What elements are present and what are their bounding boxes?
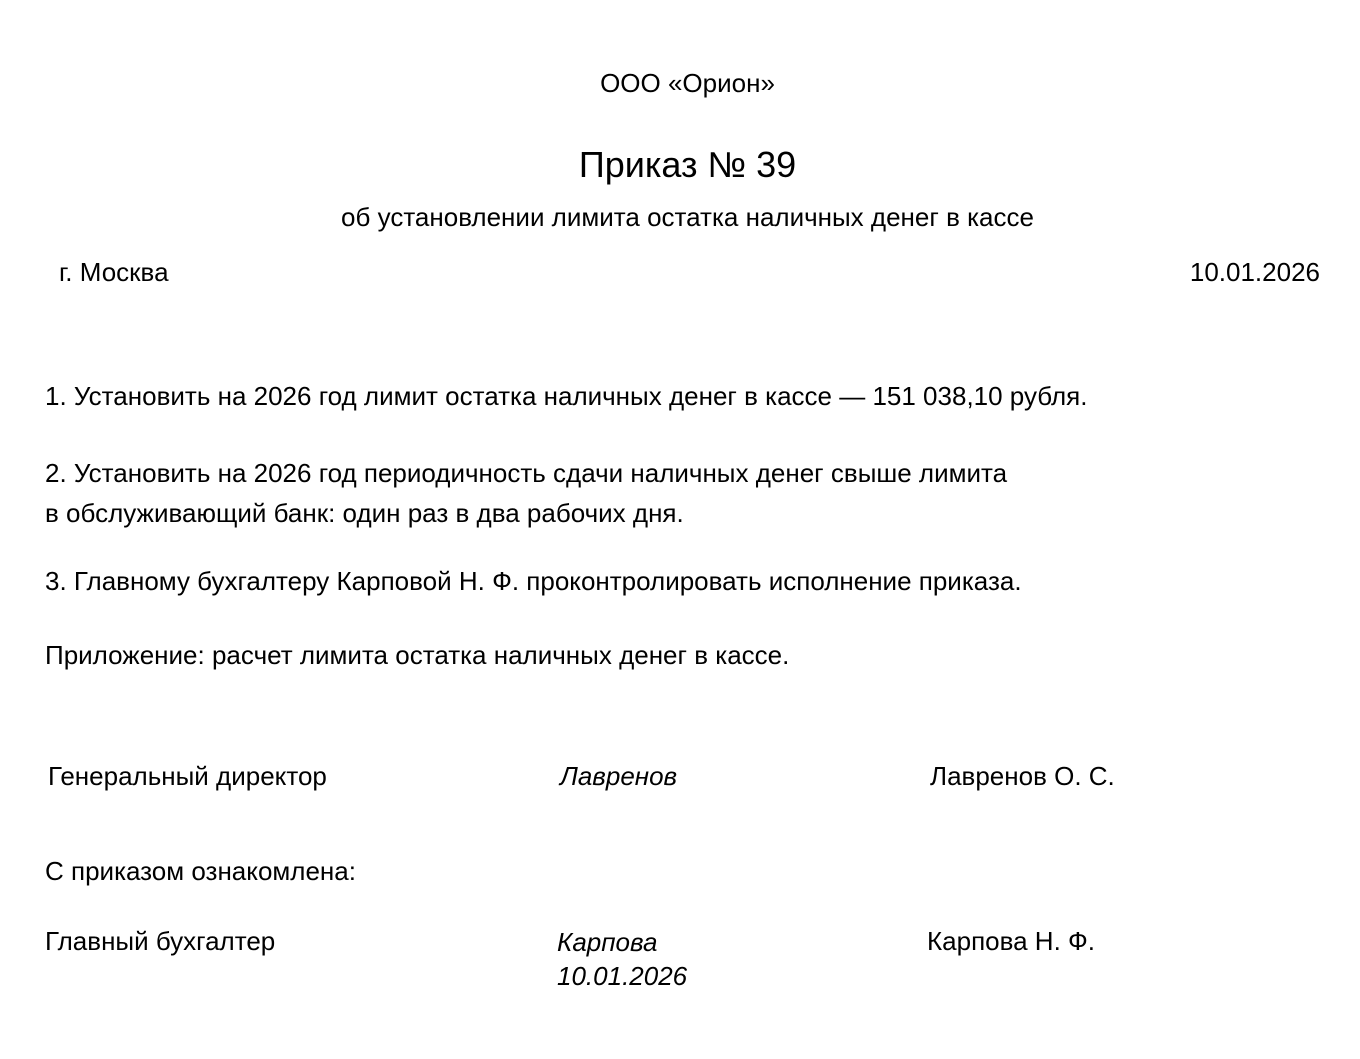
accountant-signature-block bbox=[557, 925, 687, 993]
director-name: Лавренов О. С. bbox=[930, 761, 1115, 791]
accountant-signature: Карпова bbox=[557, 927, 658, 957]
accountant-role: Главный бухгалтер bbox=[45, 926, 276, 956]
director-signature: Лавренов bbox=[560, 761, 678, 791]
accountant-signature-date: 10.01.2026 bbox=[557, 961, 688, 991]
paragraph-2 bbox=[45, 453, 1007, 533]
organization-name: ООО «Орион» bbox=[600, 68, 775, 98]
document-subtitle: об установлении лимита остатка наличных денег в кассе bbox=[341, 202, 1034, 232]
document-title: Приказ № 39 bbox=[578, 144, 797, 185]
attachment-note: Приложение: расчет лимита остатка наличных денег в кассе. bbox=[45, 640, 790, 670]
document-city: г. Москва bbox=[59, 257, 169, 287]
paragraph-1: 1. Установить на 2026 год лимит остатка наличных денег в кассе — 151 038,10 рубля. bbox=[45, 381, 1088, 411]
paragraph-2-line-2: в обслуживающий банк: один раз в два рабочих дня. bbox=[45, 498, 684, 528]
acknowledged-label: С приказом ознакомлена: bbox=[45, 856, 356, 886]
director-role: Генеральный директор bbox=[48, 761, 327, 791]
paragraph-3: 3. Главному бухгалтеру Карповой Н. Ф. проконтролировать исполнение приказа. bbox=[45, 566, 1022, 596]
document-date: 10.01.2026 bbox=[1189, 257, 1320, 287]
paragraph-2-line-1: 2. Установить на 2026 год периодичность сдачи наличных денег свыше лимита bbox=[45, 458, 1008, 488]
accountant-name: Карпова Н. Ф. bbox=[927, 926, 1096, 956]
